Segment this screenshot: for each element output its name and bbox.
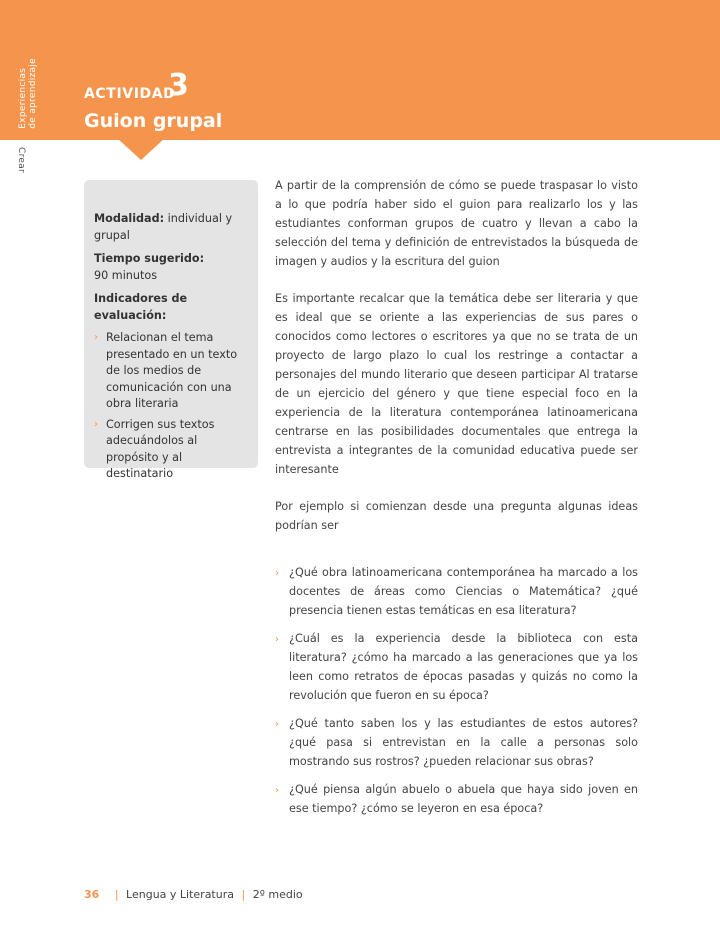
tiempo-value: 90 minutos	[94, 269, 158, 282]
page-title: Guion grupal	[84, 110, 223, 132]
modalidad	[94, 210, 248, 244]
list-item	[275, 714, 638, 771]
list-item	[275, 629, 638, 705]
footer-separator: |	[114, 888, 119, 901]
indicadores-list	[94, 330, 248, 483]
footer-grade: 2º medio	[252, 888, 303, 901]
footer-separator: |	[241, 888, 246, 901]
activity-label: ACTIVIDAD	[84, 86, 176, 102]
question-text: ¿Qué tanto saben los y las estudiantes de estos autores? ¿qué pasa si entrevistan en la calle a personas solo mostrando sus rostros? ¿pueden relacionar sus obras?	[289, 717, 638, 768]
paragraph: A partir de la comprensión de cómo se puede traspasar lo visto a lo que podría haber sido el guion para realizarlo los y las estudiantes conforman grupos de cuatro y llevan a cabo la selección del tema y definición de entrevistados la búsqueda de imagen y audios y la escritura del guion	[275, 179, 638, 268]
paragraph: Por ejemplo si comienzan desde una pregunta algunas ideas podrían ser	[275, 500, 638, 532]
section-tag: Crear	[16, 147, 26, 174]
bullet-icon: ›	[275, 785, 279, 796]
page-footer	[84, 888, 303, 901]
page-number: 36	[84, 888, 100, 901]
question-text: ¿Qué obra latinoamericana contemporánea ha marcado a los docentes de áreas como Ciencias o Matemática? ¿qué presencia tienen estas temáticas en esa literatura?	[289, 566, 638, 617]
bullet-icon: ›	[94, 332, 98, 343]
activity-number: 3	[168, 68, 189, 103]
bullet-icon: ›	[275, 634, 279, 645]
list-item	[275, 563, 638, 620]
section-label	[18, 58, 38, 129]
indicadores-label	[94, 290, 248, 324]
modalidad-label: Modalidad:	[94, 212, 165, 225]
bullet-icon: ›	[94, 418, 98, 430]
bullet-icon: ›	[275, 719, 279, 730]
tiempo-label: Tiempo sugerido:	[94, 252, 205, 265]
footer-subject: Lengua y Literatura	[126, 888, 234, 901]
question-text: ¿Qué piensa algún abuelo o abuela que haya sido joven en ese tiempo? ¿cómo se leyeron en esa época?	[289, 783, 638, 815]
indicador-text: Corrigen sus textos adecuándolos al propósito y al destinatario	[106, 417, 215, 480]
indicadores-heading: Indicadores de evaluación:	[94, 292, 188, 322]
modalidad-value: individual y grupal	[94, 212, 233, 242]
tiempo	[94, 250, 248, 284]
section-label-line1: Experiencias	[18, 67, 28, 129]
bullet-icon: ›	[275, 568, 279, 579]
question-text: ¿Cuál es la experiencia desde la biblioteca con esta literatura? ¿cómo ha marcado a las generaciones que ya los leen como retratos de épocas pasadas y quizás no como la revolución que fueron en su época?	[289, 632, 638, 702]
question-list	[275, 563, 638, 818]
paragraph: Es importante recalcar que la temática debe ser literaria y que es ideal que se oriente a las experiencias de sus pares o conocidos como lectores o escritores ya que no se trata de un proyecto de largo plazo lo cual los restringe a contactar a personajes del mundo literario que deseen participar Al tratarse de un ejercicio del género y que tiene especial foco en la experiencia de la literatura contemporánea latinoamericana centrarse en las posibilidades documentales que entrega la entrevista a integrantes de la comunidad educativa puede ser interesante	[275, 292, 638, 476]
list-item	[94, 417, 248, 483]
list-item	[94, 330, 248, 413]
header-notch	[117, 138, 165, 160]
section-label-line2: de aprendizaje	[28, 58, 38, 129]
indicador-text: Relacionan el tema presentado en un texto de los medios de comunicación con una obra literaria	[106, 331, 238, 410]
list-item	[275, 780, 638, 818]
activity-info-box	[84, 180, 258, 480]
main-text	[275, 176, 638, 827]
